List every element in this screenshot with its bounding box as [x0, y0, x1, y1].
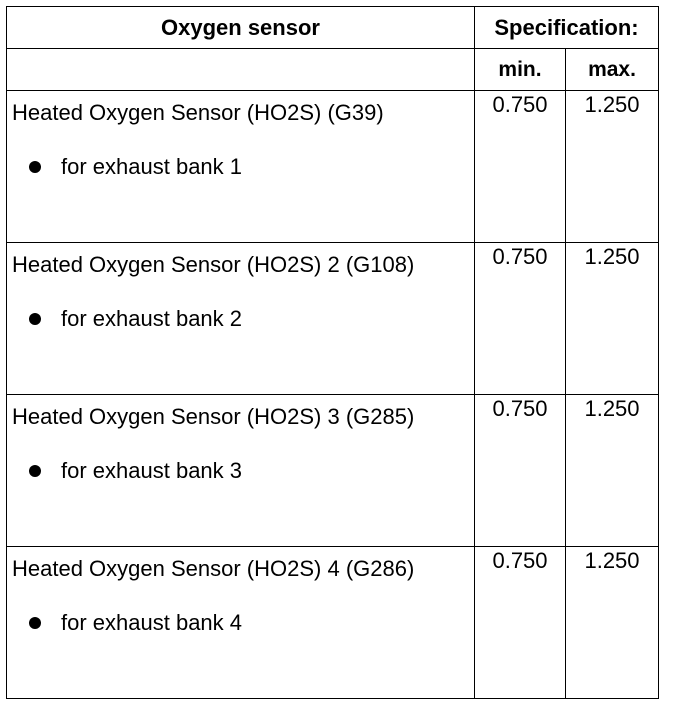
- bullet-icon: [29, 617, 41, 629]
- min-value: 0.750: [475, 547, 566, 699]
- header-row: [7, 7, 659, 49]
- bank-label: for exhaust bank 2: [61, 306, 243, 331]
- min-value: 0.750: [475, 395, 566, 547]
- header-max: max.: [566, 49, 659, 91]
- header-oxygen-sensor: Oxygen sensor: [7, 7, 475, 49]
- oxygen-sensor-spec-table: [6, 6, 659, 699]
- sensor-name: Heated Oxygen Sensor (HO2S) (G39): [12, 100, 384, 125]
- bank-item: [7, 153, 474, 181]
- header-min: min.: [475, 49, 566, 91]
- max-value: 1.250: [566, 547, 659, 699]
- table-row: [7, 395, 659, 547]
- table-row: [7, 243, 659, 395]
- sensor-cell: [7, 395, 475, 547]
- bank-item: [7, 609, 474, 637]
- max-value: 1.250: [566, 243, 659, 395]
- max-value: 1.250: [566, 91, 659, 243]
- sensor-cell: [7, 91, 475, 243]
- bank-label: for exhaust bank 1: [61, 154, 243, 179]
- bullet-icon: [29, 161, 41, 173]
- sensor-name: Heated Oxygen Sensor (HO2S) 4 (G286): [12, 556, 415, 581]
- bullet-icon: [29, 313, 41, 325]
- table-row: [7, 547, 659, 699]
- table-row: [7, 91, 659, 243]
- bullet-icon: [29, 465, 41, 477]
- sensor-cell: [7, 243, 475, 395]
- sensor-name: Heated Oxygen Sensor (HO2S) 2 (G108): [12, 252, 415, 277]
- min-value: 0.750: [475, 243, 566, 395]
- max-value: 1.250: [566, 395, 659, 547]
- bank-item: [7, 305, 474, 333]
- bank-label: for exhaust bank 3: [61, 458, 243, 483]
- sensor-name: Heated Oxygen Sensor (HO2S) 3 (G285): [12, 404, 415, 429]
- bank-label: for exhaust bank 4: [61, 610, 243, 635]
- bank-item: [7, 457, 474, 485]
- min-value: 0.750: [475, 91, 566, 243]
- header-specification: Specification:: [475, 7, 659, 49]
- sensor-cell: [7, 547, 475, 699]
- subheader-row: [7, 49, 659, 91]
- subheader-empty-cell: [7, 49, 475, 91]
